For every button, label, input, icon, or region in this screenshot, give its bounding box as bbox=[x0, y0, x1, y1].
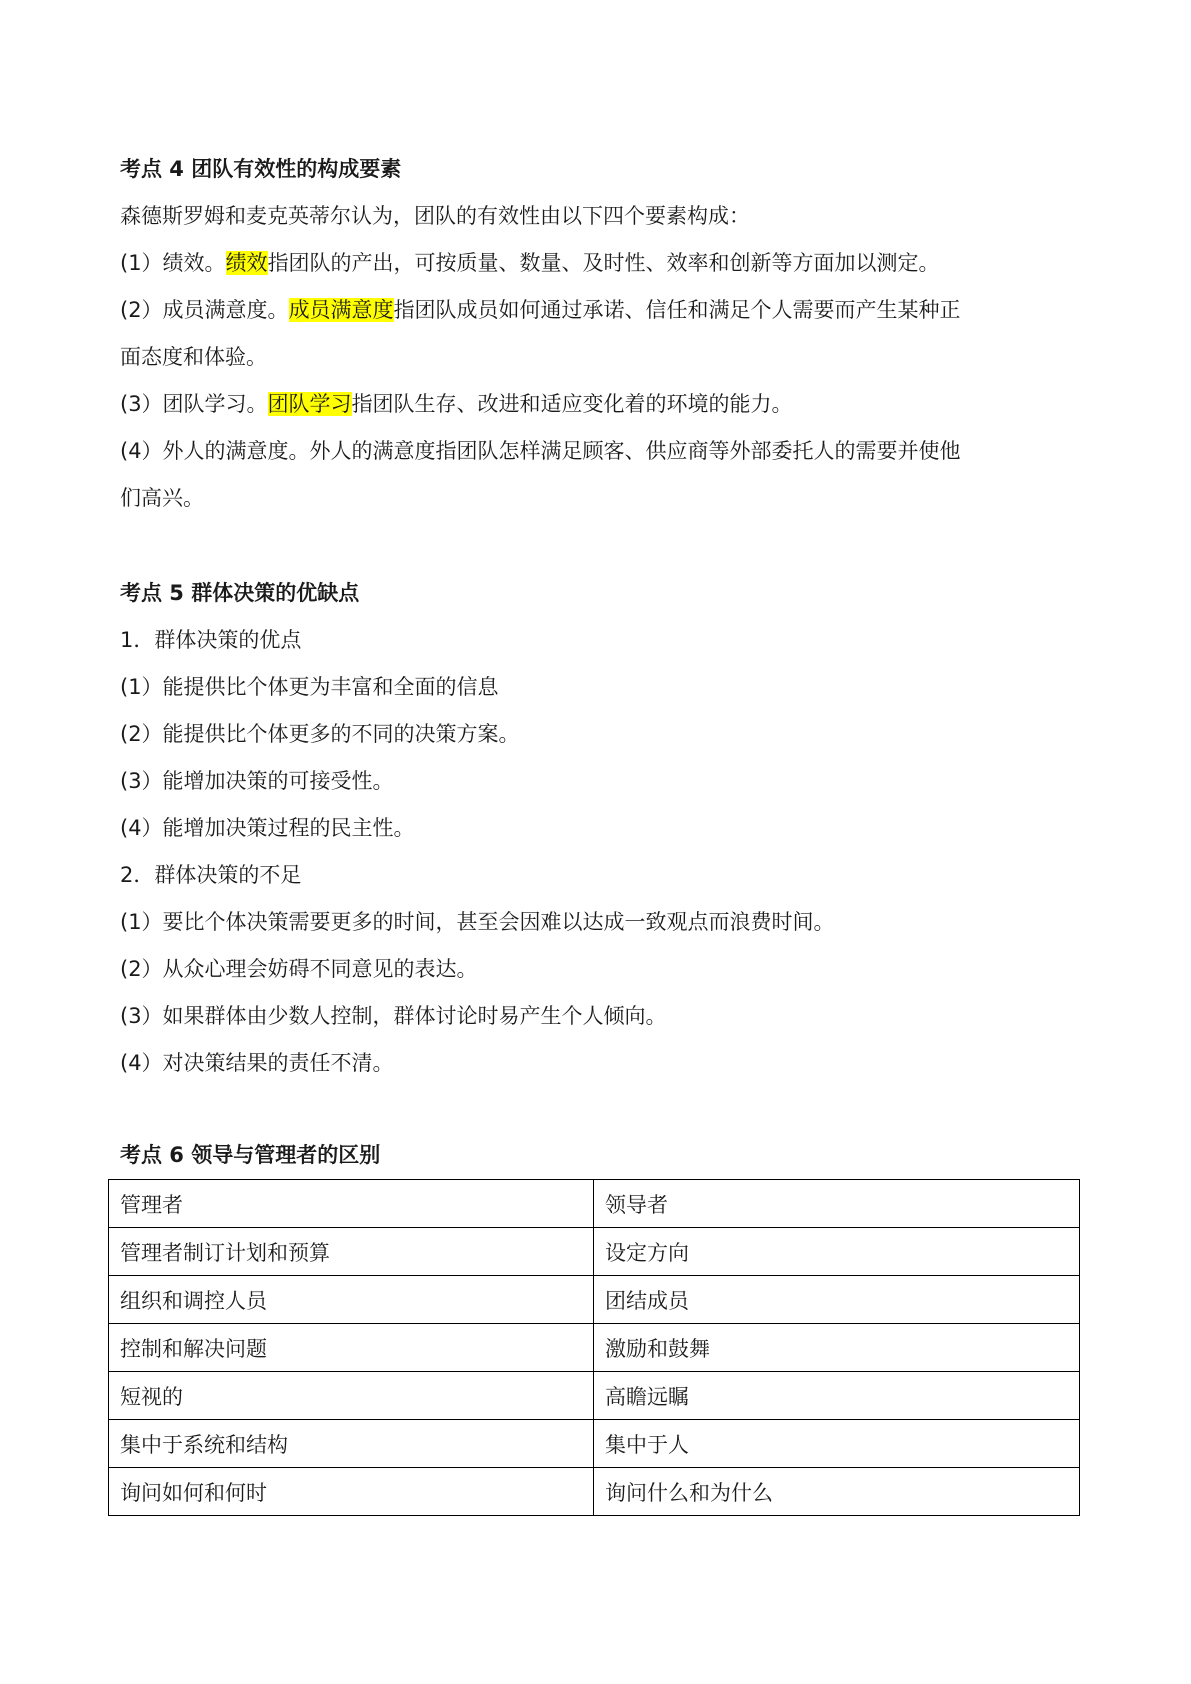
table-row bbox=[109, 1228, 1080, 1276]
section-5-line: (3）能增加决策的可接受性。 bbox=[120, 769, 394, 793]
table-cell-manager: 询问如何和何时 bbox=[109, 1468, 594, 1516]
table-cell-leader: 高瞻远瞩 bbox=[594, 1372, 1080, 1420]
table-cell-manager: 组织和调控人员 bbox=[109, 1276, 594, 1324]
table-cell-leader: 领导者 bbox=[594, 1180, 1080, 1228]
section-5-line: 2．群体决策的不足 bbox=[120, 863, 302, 887]
table-cell-manager: 集中于系统和结构 bbox=[109, 1420, 594, 1468]
item-prefix: (3）团队学习。 bbox=[120, 392, 268, 416]
item-text: 指团队生存、改进和适应变化着的环境的能力。 bbox=[351, 392, 793, 416]
table-row bbox=[109, 1180, 1080, 1228]
section-4-item-1 bbox=[120, 240, 1080, 287]
table-cell-leader: 集中于人 bbox=[594, 1420, 1080, 1468]
section-5-line: 1．群体决策的优点 bbox=[120, 628, 302, 652]
table-cell-leader: 询问什么和为什么 bbox=[594, 1468, 1080, 1516]
table-row bbox=[109, 1468, 1080, 1516]
section-4-item-4: (4）外人的满意度。外人的满意度指团队怎样满足顾客、供应商等外部委托人的需要并使他 bbox=[120, 439, 961, 463]
section-5-line: (1）能提供比个体更为丰富和全面的信息 bbox=[120, 675, 499, 699]
item-prefix: (1）绩效。 bbox=[120, 251, 226, 275]
table-row bbox=[109, 1324, 1080, 1372]
section-4-item-4-continued: 们高兴。 bbox=[120, 486, 204, 510]
table-row bbox=[109, 1420, 1080, 1468]
section-5-line: (2）能提供比个体更多的不同的决策方案。 bbox=[120, 722, 520, 746]
section-5-line: (4）能增加决策过程的民主性。 bbox=[120, 816, 415, 840]
table-cell-leader: 团结成员 bbox=[594, 1276, 1080, 1324]
highlighted-term: 团队学习 bbox=[267, 392, 352, 416]
table-cell-leader: 激励和鼓舞 bbox=[594, 1324, 1080, 1372]
table-row bbox=[109, 1276, 1080, 1324]
section-4-item-2-continued: 面态度和体验。 bbox=[120, 345, 267, 369]
section-4-intro: 森德斯罗姆和麦克英蒂尔认为，团队的有效性由以下四个要素构成： bbox=[120, 204, 750, 228]
section-4-item-3 bbox=[120, 381, 1080, 428]
highlighted-term: 绩效 bbox=[225, 251, 268, 275]
table-cell-manager: 短视的 bbox=[109, 1372, 594, 1420]
section-6-heading: 考点 6 领导与管理者的区别 bbox=[120, 1143, 381, 1167]
section-5-line: (2）从众心理会妨碍不同意见的表达。 bbox=[120, 957, 478, 981]
item-text: 指团队成员如何通过承诺、信任和满足个人需要而产生某种正 bbox=[393, 298, 961, 322]
section-5-heading: 考点 5 群体决策的优缺点 bbox=[120, 581, 360, 605]
table-cell-manager: 控制和解决问题 bbox=[109, 1324, 594, 1372]
section-5-line: (3）如果群体由少数人控制，群体讨论时易产生个人倾向。 bbox=[120, 1004, 667, 1028]
table-row bbox=[109, 1372, 1080, 1420]
table-cell-manager: 管理者制订计划和预算 bbox=[109, 1228, 594, 1276]
table-cell-leader: 设定方向 bbox=[594, 1228, 1080, 1276]
item-text: 指团队的产出，可按质量、数量、及时性、效率和创新等方面加以测定。 bbox=[267, 251, 940, 275]
section-5-line: (1）要比个体决策需要更多的时间，甚至会因难以达成一致观点而浪费时间。 bbox=[120, 910, 835, 934]
section-5 bbox=[120, 570, 1080, 1087]
highlighted-term: 成员满意度 bbox=[288, 298, 394, 322]
section-4 bbox=[120, 146, 1080, 522]
item-prefix: (2）成员满意度。 bbox=[120, 298, 289, 322]
section-4-heading: 考点 4 团队有效性的构成要素 bbox=[120, 157, 402, 181]
leader-manager-table bbox=[108, 1179, 1080, 1516]
section-6 bbox=[120, 1132, 1080, 1179]
section-5-line: (4）对决策结果的责任不清。 bbox=[120, 1051, 394, 1075]
section-4-item-2 bbox=[120, 287, 1080, 334]
table-cell-manager: 管理者 bbox=[109, 1180, 594, 1228]
